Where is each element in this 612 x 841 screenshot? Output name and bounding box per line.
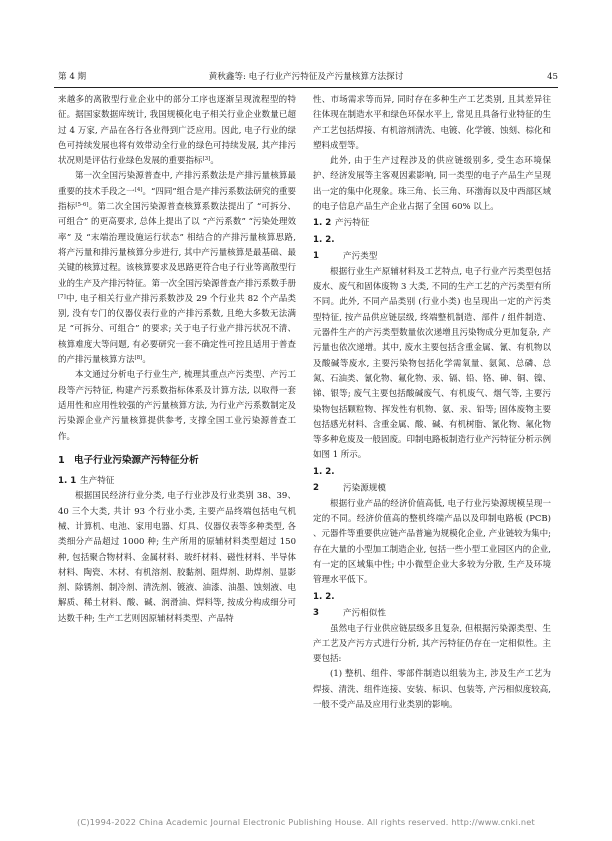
paragraph: 来越多的离散型行业企业中的部分工序也逐渐呈现流程型的特征。据国家数据库统计, 我国规模化电子相关行业企业数量已超过 4 万家, 产品在各行各业得到广泛应用。因此, 电子行业的绿色可持续发展也将有效带动全行业的绿色可持续发展, 其产排污状况则是评估行业绿色发展的重要指标[3]。 — [58, 95, 296, 167]
header-rule — [54, 87, 558, 88]
page-number: 45 — [547, 72, 558, 82]
citation[interactable]: [7] — [58, 293, 66, 300]
issue-number: 第 4 期 — [58, 72, 87, 82]
paragraph: 本文通过分析电子行业生产, 梳理其重点产污类型、产污工段等产污特征, 构建产污系数指标体系及计算方法, 以取得一套适用性和应用性较强的产污量核算方法, 为行业产污系数制定及污染源企业产污量核算提供参考, 支撑全国工业污染源普查工作。 — [58, 370, 296, 442]
right-column — [313, 93, 551, 713]
section-heading: 1 电子行业污染源产污特征分析 — [58, 454, 199, 466]
left-column — [58, 93, 296, 627]
paragraph: 根据行业产品的经济价值高低, 电子行业污染源规模呈现一定的不同。经济价值高的整机终端产品以及印制电路板 (PCB) 、元器件等重要供应链产品普遍为规模化企业, 产业链较为集中; 存在大量的小型加工制造企业, 包括一些小型工业园区内的企业, 有一定的区域集中性; 中小微型企业大多较为分散, 生产及环境管理水平低下。 — [313, 498, 551, 586]
paragraph: 根据国民经济行业分类, 电子行业涉及行业类别 38、39、40 三个大类, 共计 93 个行业小类, 主要产品终端包括电气机械、计算机、电池、家用电器、灯具、仪器仪表等多种类型, 各类细分产品超过 1000 种; 生产所用的原辅材料类型超过 150 种, 包括聚合物材料、金属材料、玻纤材料、磁性材料、半导体材料、陶瓷、木材、有机溶剂、胶黏剂、阻焊剂、助焊剂、显影剂、除锈剂、制冷剂、清洗剂、镀液、油漆、油墨、蚀刻液、电解质、稀土材料、酸、碱、润滑油、焊料等, 按成分构成细分可达数千种; 生产工艺则因原辅材料类型、产品特 — [58, 491, 297, 624]
subsubsection-heading: 1. 2. 3 产污相似性 — [313, 591, 386, 619]
paragraph: 此外, 由于生产过程涉及的供应链级别多, 受生态环境保护、经济发展等主客观因素影响, 同一类型的电子产品生产呈现出一定的集中化现象。珠三角、长三角、环渤海以及中西部区域的电子信息产品生产企业占据了全国 60% 以上。 — [313, 156, 552, 213]
citation[interactable]: [3] — [202, 156, 211, 163]
paragraph: 虽然电子行业供应链层级多且复杂, 但根据污染源类型、生产工艺及产污方式进行分析, 其产污特征仍存在一定相似性。主要包括: — [313, 623, 551, 665]
running-title: 黄秋鑫等: 电子行业产污特征及产污量核算方法探讨 — [208, 72, 404, 82]
paragraph: 第一次全国污染源普查中, 产排污系数法是产排污量核算最重要的技术手段之一[4]。“四同”组合是产排污系数法研究的重要指标[5-6]。第二次全国污染源普查核算系数法提出了 “可拆分、可组合” 的更高要求, 总体上提出了以 “产污系数” “污染处理效率” 及 “末端治理设施运行状态” 相结合的产排污量核算思路, 将产污量和排污量核算分步进行, 其中产污量核算是最基础、最关键的核算过程。该核算要求及思路更符合电子行业等离散型行业的生产及产排污特征。第一次全国污染源普查产排污系数手册[7]中, 电子相关行业产排污系数涉及 29 个行业共 82 个产品类别, 没有专门的仪器仪表行业的产排污系数, 且绝大多数无法满足 “可拆分、可组合” 的要求; 关于电子行业产排污状况不清、核算难度大等问题, 有必要研究一套不确定性可控且适用于普查的产排污量核算方法[8]。 — [58, 171, 297, 366]
paragraph: 根据行业生产原辅材料及工艺特点, 电子行业产污类型包括废水、废气和固体废物 3 大类, 不同的生产工艺的产污类型有所不同。此外, 不同产品类别 (行业小类) 也呈现出一定的产污类型特征, 按产品供应链层级, 终端整机制造、部件 / 组件制造、元器件生产的产污类型数量依次递增且污染物成分更加复杂, 产污量也依次递增。其中, 废水主要包括含重金属、氰、有机物以及酸碱等废水, 主要污染物包括化学需氧量、氨氮、总磷、总氮、石油类、氰化物、氟化物、汞、镉、铅、铬、砷、铜、镍、锑、银等; 废气主要包括酸碱废气、有机废气、烟气等, 主要污染物包括颗粒物、挥发性有机物、氨、汞、铅等; 固体废物主要包括感光材料、含重金属、酸、碱、有机树脂、氰化物、氟化物等多种危废及一般固废。印制电路板制造行业产污特征分析示例如图 1 所示。 — [313, 266, 552, 461]
citation[interactable]: [5-6] — [75, 202, 89, 209]
subsection-heading: 1. 1 生产特征 — [58, 475, 115, 486]
subsubsection-heading: 1. 2. 2 污染源规模 — [313, 466, 386, 494]
running-header — [54, 70, 558, 84]
subsection-heading: 1. 2 产污特征 — [313, 218, 370, 229]
citation[interactable]: [8] — [134, 355, 143, 362]
paragraph: 性、市场需求等而异, 同时存在多种生产工艺类别, 且其差异往往体现在制造水平和绿色环保水平上, 常见且具备行业特征的生产工艺包括焊接、有机溶剂清洗、电镀、化学镀、蚀刻、棕化和塑料成型等。 — [313, 95, 552, 151]
citation[interactable]: [4] — [134, 186, 143, 193]
subsubsection-heading: 1. 2. 1 产污类型 — [313, 234, 378, 262]
paragraph: (1) 整机、组件、零部件制造以组装为主, 涉及生产工艺为焊接、清洗、组件连接、安装、标识、包装等, 产污相似度较高, 一般不受产品及应用行业类别的影响。 — [313, 669, 551, 710]
copyright-footer: (C)1994-2022 China Academic Journal Electronic Publishing House. All rights reserved. http://www.cnki.net — [77, 817, 535, 827]
